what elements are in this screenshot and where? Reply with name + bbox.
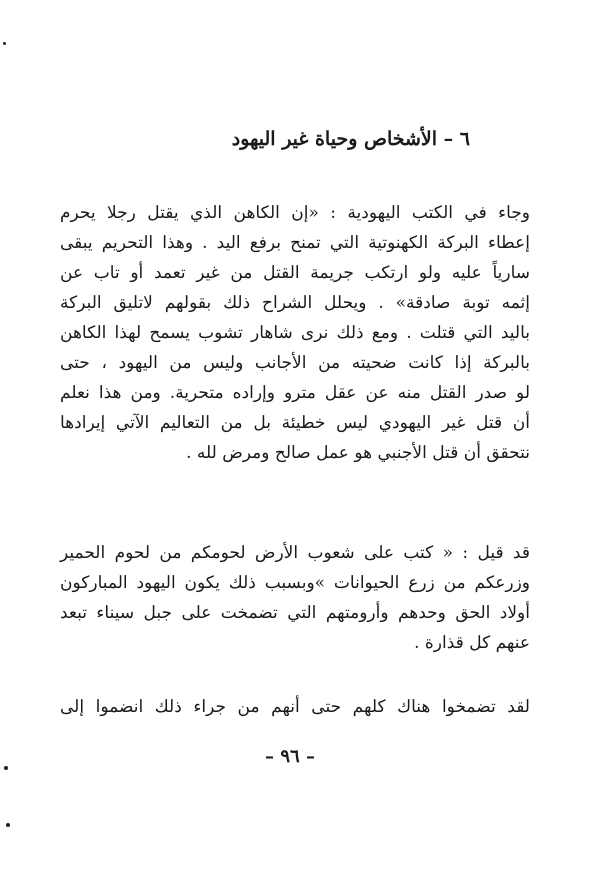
- paragraph: [60, 692, 530, 722]
- paragraph: [60, 198, 530, 468]
- text-line: نتحقق أن قتل الأجنبي هو عمل صالح ومرض لله .: [186, 443, 530, 463]
- scan-speck: [6, 823, 10, 827]
- text-line: أن قتل غير اليهودي ليس خطيئة بل من التعاليم الآتي إيرادها: [60, 413, 530, 433]
- text-line: سارياً عليه ولو ارتكب جريمة القتل من غير تعمد أو تاب عن: [60, 263, 530, 283]
- section-heading: ٦ – الأشخاص وحياة غير اليهود: [231, 128, 470, 150]
- scan-speck: [3, 42, 6, 45]
- scan-speck: [4, 766, 8, 770]
- text-line: وزرعكم من زرع الحيوانات »وبسبب ذلك يكون اليهود المباركون: [60, 573, 530, 593]
- text-line: عنهم كل قذارة .: [414, 633, 530, 653]
- text-line: إعطاء البركة الكهنوتية التي تمنح برفع اليد . وهذا التحريم يبقى: [60, 233, 530, 253]
- text-line: لو صدر القتل منه عن عقل مترو وإراده متحرية. ومن هذا نعلم: [60, 383, 530, 403]
- text-line: وجاء في الكتب اليهودية : «إن الكاهن الذي يقتل رجلا يحرم: [60, 203, 530, 223]
- paragraph: [60, 538, 530, 658]
- text-line: أولاد الحق وحدهم وأرومتهم التي تضمخت على جبل سيناء تبعد: [60, 603, 530, 623]
- page-number: – ٩٦ –: [265, 746, 315, 767]
- text-line: بالبركة إذا كانت ضحيته من الأجانب وليس من اليهود ، حتى: [60, 353, 530, 373]
- text-line: لقد تضمخوا هناك كلهم حتى أنهم من جراء ذلك انضموا إلى: [60, 697, 530, 717]
- text-line: قد قيل : « كتب على شعوب الأرض لحومكم من لحوم الحمير: [60, 543, 530, 563]
- text-line: باليد التي قتلت . ومع ذلك نرى شاهار تشوب يسمح لهذا الكاهن: [60, 323, 530, 343]
- text-line: إثمه توبة صادقة» . ويحلل الشراح ذلك بقولهم لاتليق البركة: [60, 293, 530, 313]
